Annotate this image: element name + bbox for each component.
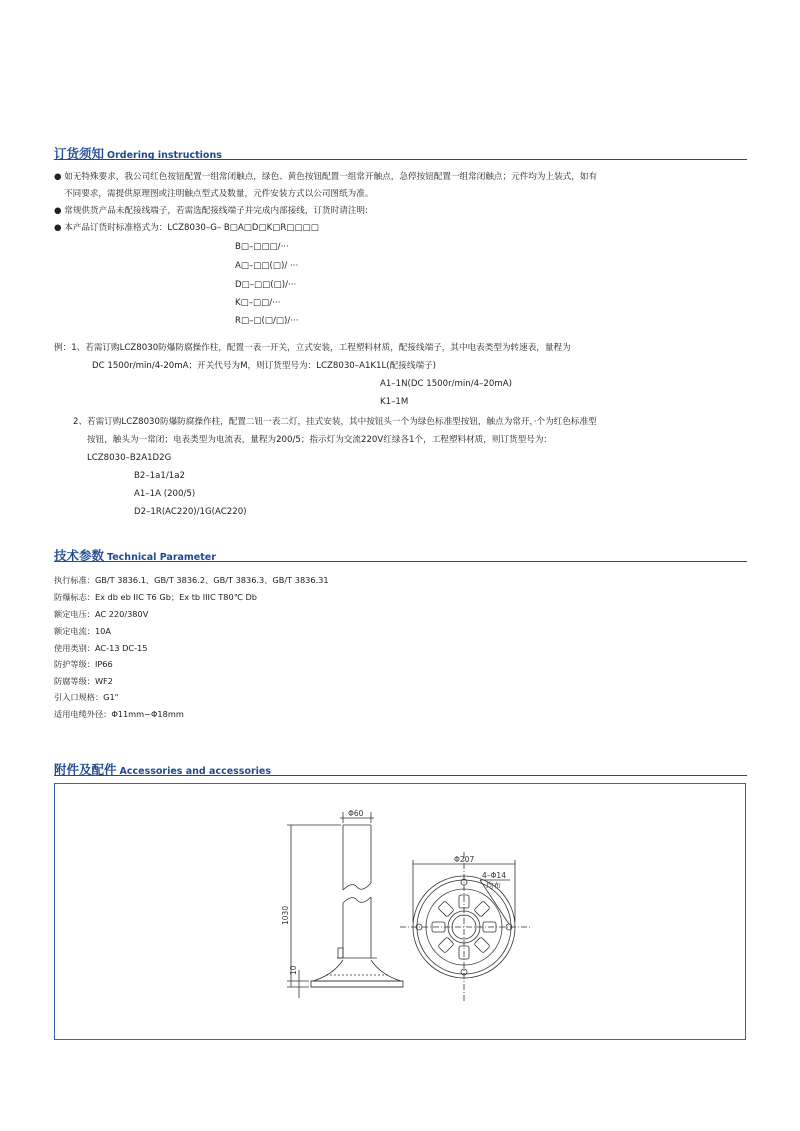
holes-label: 4–Φ14 (482, 871, 506, 880)
top-view-drawing (400, 852, 532, 1002)
example1-line: DC 1500r/min/4-20mA；开关代号为M，则订货型号为：LCZ8030–A1K1L(配接线端子) (92, 361, 436, 371)
holes-note-label: 均布 (486, 881, 501, 890)
example2-line: B2–1a1/1a2 (134, 471, 185, 481)
param-line: 防护等级：IP66 (54, 659, 113, 669)
format-line: A□–□□(□)/ ··· (235, 261, 299, 271)
param-line: 使用类别：AC-13 DC-15 (54, 643, 148, 653)
ordering-line: ● 常规供货产品未配接线端子，若需选配接线端子并完成内部接线，订货时请注明: (54, 206, 368, 216)
ordering-line: ● 如无特殊要求，我公司红色按钮配置一组常闭触点，绿色、黄色按钮配置一组常开触点，急停按钮配置一组常闭触点；元件均为上装式，如有 (54, 172, 598, 182)
base-diameter-label: Φ207 (454, 855, 475, 864)
example1-line: 例：1、若需订购LCZ8030防爆防腐操作柱，配置一表一开关，立式安装，工程塑料材质，配接线端子，其中电表类型为转速表，量程为 (54, 343, 571, 353)
example2-line: LCZ8030–B2A1D2G (87, 453, 172, 463)
ordering-title-en: Ordering instructions (107, 150, 222, 161)
ordering-title-cn: 订货须知 (54, 146, 105, 161)
format-line: B□–□□□/··· (235, 242, 289, 252)
param-line: 引入口规格：G1" (54, 692, 119, 702)
example2-line: A1–1A (200/5) (134, 489, 196, 499)
example1-line: K1–1M (380, 397, 409, 407)
param-line: 防爆标志：Ex db eb IIC T6 Gb；Ex tb IIIC T80℃ Db (54, 592, 257, 602)
format-line: D□–□□(□)/··· (235, 280, 297, 290)
pole-diameter-label: Φ60 (348, 809, 364, 818)
accessories-title-en: Accessories and accessories (119, 766, 272, 777)
format-line: K□–□□/··· (235, 298, 281, 308)
format-line: R□–□(□/□)/··· (235, 316, 299, 326)
base-height-label: 10 (289, 965, 298, 975)
ordering-format-line: ● 本产品订货时标准格式为：LCZ8030–G– B□A□D□K□R□□□□ (54, 223, 319, 233)
accessories-title-cn: 附件及配件 (54, 762, 117, 777)
param-line: 适用电缆外径：Φ11mm~Φ18mm (54, 709, 184, 719)
param-line: 执行标准：GB/T 3836.1、GB/T 3836.2、GB/T 3836.3、GB/T 3836.31 (54, 575, 329, 585)
side-view-drawing (287, 812, 403, 998)
height-label: 1030 (281, 905, 290, 925)
ordering-line: 不同要求，需提供原理图或注明触点型式及数量，元件安装方式以公司图纸为准。 (64, 189, 374, 199)
example2-line: D2–1R(AC220)/1G(AC220) (134, 507, 247, 517)
technical-title-cn: 技术参数 (54, 548, 105, 563)
param-line: 额定电流：10A (54, 626, 111, 636)
param-line: 防腐等级：WF2 (54, 676, 113, 686)
technical-title-en: Technical Parameter (107, 552, 216, 563)
param-line: 额定电压：AC 220/380V (54, 609, 149, 619)
example2-line: 2、若需订购LCZ8030防爆防腐操作柱，配置二钮一表二灯，挂式安装，其中按钮头一个为绿色标准型按钮，触点为常开，·个为红色标准型 (73, 417, 597, 427)
example2-line: 按钮，触头为一常闭；电表类型为电流表，量程为200/5；指示灯为交流220V红绿各1个，工程塑料材质，则订货型号为： (87, 435, 553, 445)
example1-line: A1–1N(DC 1500r/min/4–20mA) (380, 379, 512, 389)
